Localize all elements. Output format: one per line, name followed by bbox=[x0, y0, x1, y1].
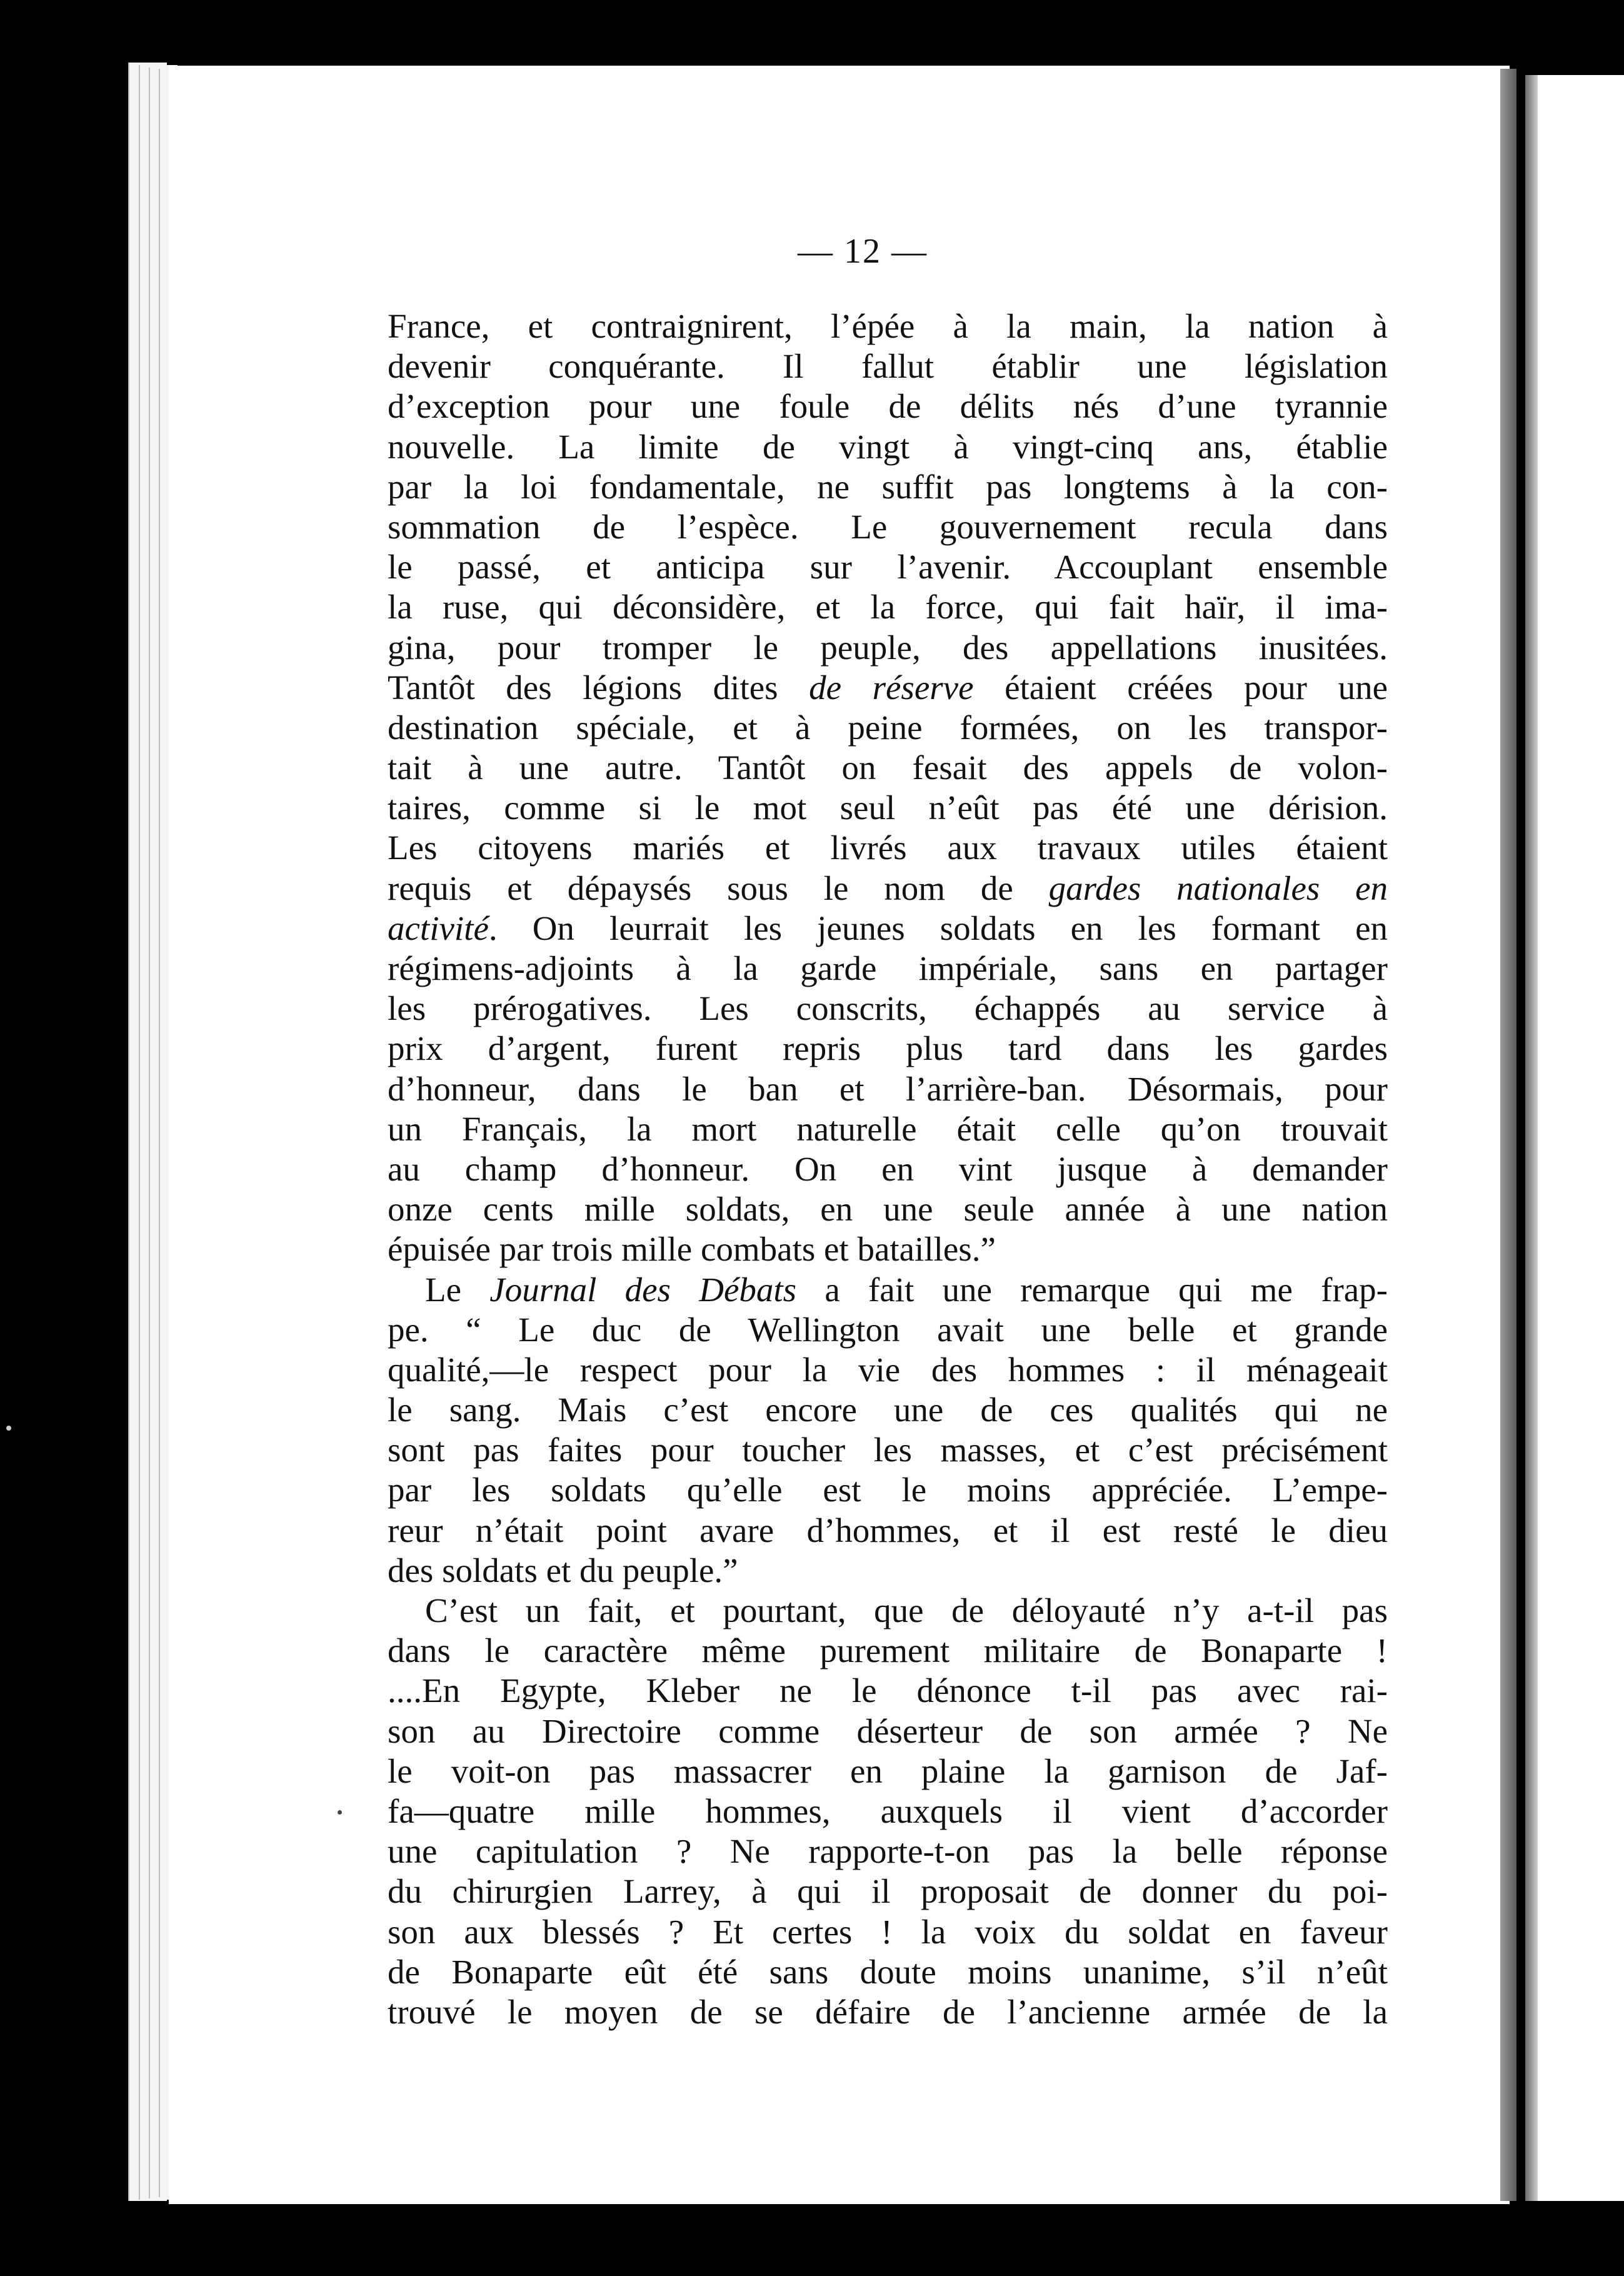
text-line: prix d’argent, furent repris plus tard dans les gardes bbox=[388, 1029, 1388, 1068]
text-line: taires, comme si le mot seul n’eût pas été une dérision. bbox=[388, 788, 1388, 827]
text-line bbox=[388, 869, 1388, 909]
italic-text: gardes nationales en bbox=[1048, 869, 1388, 907]
body-text bbox=[388, 306, 1388, 2032]
italic-text: activité bbox=[388, 909, 489, 947]
text-line: au champ d’honneur. On en vint jusque à demander bbox=[388, 1149, 1388, 1188]
text-line: tait à une autre. Tantôt on fesait des appels de volon- bbox=[388, 748, 1388, 787]
text-line: les prérogatives. Les conscrits, échappés au service à bbox=[388, 989, 1388, 1028]
text-line: son aux blessés ? Et certes ! la voix du soldat en faveur bbox=[388, 1912, 1388, 1951]
text-line: par les soldats qu’elle est le moins appréciée. L’empe- bbox=[388, 1471, 1388, 1509]
italic-text: de réserve bbox=[809, 668, 974, 707]
text-run: a fait une remarque qui me frap- bbox=[796, 1270, 1388, 1309]
text-line: Les citoyens mariés et livrés aux travaux utiles étaient bbox=[388, 828, 1388, 867]
text-line: le voit-on pas massacrer en plaine la garnison de Jaf- bbox=[388, 1751, 1388, 1790]
text-line: ....En Egypte, Kleber ne le dénonce t-il pas avec rai- bbox=[388, 1671, 1388, 1710]
text-line: fa—quatre mille hommes, auxquels il vient d’accorder bbox=[388, 1791, 1388, 1830]
text-line: trouvé le moyen de se défaire de l’ancienne armée de la bbox=[388, 1992, 1388, 2031]
text-line: pe. “ Le duc de Wellington avait une belle et grande bbox=[388, 1310, 1388, 1349]
text-line: du chirurgien Larrey, à qui il proposait de donner du poi- bbox=[388, 1872, 1388, 1911]
text-run: requis et dépaysés sous le nom de bbox=[388, 869, 1049, 907]
text-line: reur n’était point avare d’hommes, et il est resté le dieu bbox=[388, 1511, 1388, 1549]
text-line: C’est un fait, et pourtant, que de déloyauté n’y a-t-il pas bbox=[425, 1591, 1388, 1629]
text-line: sont pas faites pour toucher les masses, et c’est précisément bbox=[388, 1431, 1388, 1469]
text-line: une capitulation ? Ne rapporte-t-on pas la belle réponse bbox=[388, 1832, 1388, 1871]
text-line: un Français, la mort naturelle était celle qu’on trouvait bbox=[388, 1109, 1388, 1148]
text-line: dans le caractère même purement militaire de Bonaparte ! bbox=[388, 1631, 1388, 1670]
text-line: sommation de l’espèce. Le gouvernement recula dans bbox=[388, 507, 1388, 546]
text-run: Le bbox=[425, 1270, 490, 1309]
text-line: gina, pour tromper le peuple, des appellations inusitées. bbox=[388, 628, 1388, 667]
text-line: la ruse, qui déconsidère, et la force, qui fait haïr, il ima- bbox=[388, 588, 1388, 627]
text-line: le passé, et anticipa sur l’avenir. Accouplant ensemble bbox=[388, 548, 1388, 587]
scan-speck bbox=[338, 1810, 342, 1815]
text-line: épuisée par trois mille combats et batailles.” bbox=[388, 1230, 996, 1269]
text-line: son au Directoire comme déserteur de son armée ? Ne bbox=[388, 1711, 1388, 1750]
scan-speck bbox=[6, 1426, 11, 1431]
text-line bbox=[388, 668, 1388, 708]
text-line: nouvelle. La limite de vingt à vingt-cinq ans, établie bbox=[388, 427, 1388, 466]
facing-page bbox=[1525, 75, 1624, 2201]
italic-text: Journal des Débats bbox=[489, 1270, 797, 1309]
text-line: France, et contraignirent, l’épée à la main, la nation à bbox=[388, 307, 1388, 345]
text-line: des soldats et du peuple.” bbox=[388, 1551, 738, 1589]
text-line: destination spéciale, et à peine formées, on les transpor- bbox=[388, 708, 1388, 747]
text-line: par la loi fondamentale, ne suffit pas longtems à la con- bbox=[388, 467, 1388, 506]
text-line: le sang. Mais c’est encore une de ces qualités qui ne bbox=[388, 1391, 1388, 1429]
text-line: d’honneur, dans le ban et l’arrière-ban. Désormais, pour bbox=[388, 1069, 1388, 1108]
text-line: onze cents mille soldats, en une seule année à une nation bbox=[388, 1190, 1388, 1229]
page-number: — 12 — bbox=[798, 232, 928, 271]
text-run: . On leurrait les jeunes soldats en les formant en bbox=[488, 909, 1388, 947]
text-line: devenir conquérante. Il fallut établir une législation bbox=[388, 347, 1388, 386]
facing-page-edge bbox=[1525, 75, 1538, 2201]
text-line: qualité,—le respect pour la vie des hommes : il ménageait bbox=[388, 1350, 1388, 1389]
text-run: étaient créées pour une bbox=[973, 668, 1388, 707]
text-line: de Bonaparte eût été sans doute moins unanime, s’il n’eût bbox=[388, 1952, 1388, 1991]
text-line: régimens-adjoints à la garde impériale, sans en partager bbox=[388, 949, 1388, 987]
text-line bbox=[388, 909, 1388, 949]
text-line bbox=[388, 1270, 1388, 1310]
gutter-shadow bbox=[1500, 69, 1516, 2201]
text-line: d’exception pour une foule de délits nés d’une tyrannie bbox=[388, 387, 1388, 426]
text-run: Tantôt des légions dites bbox=[388, 668, 809, 707]
